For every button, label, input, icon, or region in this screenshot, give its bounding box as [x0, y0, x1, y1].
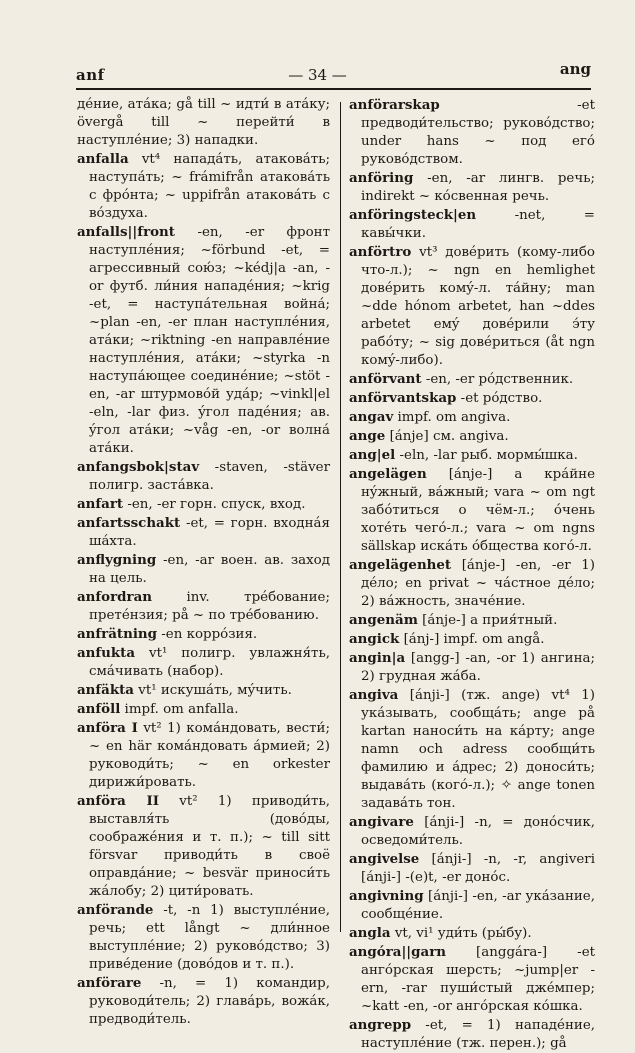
headword: anfalla	[77, 151, 129, 167]
headword: angav	[349, 409, 394, 425]
dictionary-entry	[349, 611, 595, 630]
headword: angick	[349, 631, 400, 647]
headword: anfrätning	[77, 626, 158, 642]
headword: anfukta	[77, 645, 136, 661]
dictionary-entry	[77, 495, 330, 514]
dictionary-entry	[349, 243, 595, 370]
headword: angiva	[349, 687, 399, 703]
guide-word-right: ang	[559, 60, 591, 78]
dictionary-entry	[349, 850, 595, 887]
dictionary-entry	[349, 465, 595, 556]
headword: anföring	[349, 170, 414, 186]
entry-text: -en, -er рóдственник.	[425, 372, 574, 387]
entry-text: impf. om angiva.	[397, 410, 511, 425]
dictionary-entry	[77, 625, 330, 644]
entry-text: -net, = кавы́чки.	[361, 208, 595, 241]
entry-text: [ánji-] (тж. ange) vt⁴ 1) укáзывать, сообщáть; ange på kartan наноси́ть на кáрту; ange namn och adress сообщи́ть фамилию и áдрес; 2) доноси́ть; выдавáть (когó-л.); ✧ ange tonen задавáть тон.	[361, 688, 595, 811]
entry-text: [ánji-] -n, = донóсчик, осведоми́тель.	[361, 815, 595, 848]
entry-text: inv. трéбование; претéнзия; på ~ по трéбованию.	[89, 590, 330, 623]
dictionary-entry	[77, 719, 330, 792]
right-column	[349, 96, 595, 1053]
entry-text: [ánje-] a крáйне нýжный, вáжный; vara ~ om ngt забóтиться о чём-л.; óчень хотéть чегó-л.; vara ~ om ngns sällskap искáть óбщества когó-л.	[361, 467, 595, 554]
entry-text: [angg-] -an, -or 1) ангина; 2) грудная жáба.	[361, 651, 595, 684]
dictionary-entry	[349, 887, 595, 924]
entry-text: impf. om anfalla.	[124, 702, 239, 717]
dictionary-entry	[349, 169, 595, 206]
headword: anfart	[77, 496, 124, 512]
entry-text: дéние, атáка; gå till ~ идти́ в атáку; övergå till ~ перейти́ в наступлéние; 3) нападки.	[77, 97, 330, 148]
headword: ang|el	[349, 447, 396, 463]
headword: anföra II	[77, 793, 160, 809]
entry-text: -staven, -stäver полигр. застáвка.	[89, 460, 330, 493]
entry-text: -t, -n 1) выступлéние, речь; ett långt ~ дли́нное выступлéние; 2) руковóдство; 3) привéдение (довóдов и т. п.).	[89, 903, 330, 972]
dictionary-entry	[349, 408, 595, 427]
entry-text: -en коррóзия.	[161, 627, 258, 642]
entry-text: [ánje-] a прия́тный.	[422, 613, 558, 628]
headword: angivare	[349, 814, 414, 830]
dictionary-entry	[349, 370, 595, 389]
dictionary-entry	[349, 924, 595, 943]
headword: anfäkta	[77, 682, 134, 698]
header-rule	[76, 88, 591, 90]
entry-text: -eln, -lar рыб. мормы́шка.	[399, 448, 578, 463]
entry-text: -en, -ar лингв. речь; indirekt ~ кóсвенная речь.	[361, 171, 596, 204]
entry-text: -et предводи́тельство; руковóдство; under hans ~ под егó руковóдством.	[361, 98, 595, 167]
entry-text: [ánji-] -n, -r, angiveri [ánji-] -(e)t, -er донóс.	[361, 852, 595, 885]
dictionary-entry	[349, 206, 595, 243]
headword: anföringsteck|en	[349, 207, 477, 223]
entry-text: vt¹ искушáть, мýчить.	[138, 683, 292, 698]
headword: anförare	[77, 975, 142, 991]
entry-text: vt² 1) приводи́ть, выставля́ть (довóды, соображéния и т. п.); ~ till sitt försvar приводи́ть в своё оправдáние; ~ besvär приноси́ть жáлобу; 2) цити́ровать.	[89, 794, 331, 899]
left-column	[77, 96, 330, 1029]
dictionary-entry	[77, 514, 330, 551]
headword: angelägenhet	[349, 557, 452, 573]
dictionary-entry	[349, 96, 595, 169]
headword: anförarskap	[349, 97, 440, 113]
dictionary-entry	[77, 901, 330, 974]
entry-text: [anggára-] -et ангóрская шерсть; ~jump|er -ern, -rar пуши́стый джéмпер; ~katt -en, -or ангóрская кóшка.	[361, 945, 595, 1014]
entry-text: vt⁴ нападáть, атаковáть; наступáть; ~ frámifrån атаковáть с фрóнта; ~ uppifrån атаковáть с вóздуха.	[89, 152, 330, 221]
headword: anförvant	[349, 371, 422, 387]
dictionary-entry	[349, 389, 595, 408]
page-number: — 34 —	[288, 66, 347, 84]
dictionary-entry	[77, 644, 330, 681]
headword: ange	[349, 428, 386, 444]
entry-text: -en, -er фронт наступлéния; ~förbund -et, = агрессивный сою́з; ~kédj|a -an, -or футб. ли́ния нападéния; ~krig -et, = наступáтельная войнá; ~plan -en, -er план наступлéния, атáки; ~riktning -en направлéние наступлéния, атáки; ~styrka -n наступáющее соединéние; ~stöt -en, -ar штурмовóй удáр; ~vinkl|el -eln, -lar физ. ýгол падéния; ав. ýгол атáки; ~våg -en, -or волнá атáки.	[89, 225, 330, 456]
dictionary-entry	[77, 792, 330, 901]
entry-text: -n, = 1) командир, руководи́тель; 2) главáрь, вожáк, предводи́тель.	[89, 976, 330, 1027]
entry-text: [ánje] см. angiva.	[389, 429, 509, 444]
headword: anflygning	[77, 552, 157, 568]
dictionary-entry	[77, 223, 330, 458]
dictionary-entry	[77, 551, 330, 588]
headword: angivning	[349, 888, 424, 904]
headword: anförtro	[349, 244, 412, 260]
entry-text: [ánje-] -en, -er 1) дéло; en privat ~ чáстное дéло; 2) вáжность, значéние.	[361, 558, 595, 609]
entry-text: vt, vi¹ уди́ть (ры́бу).	[394, 926, 532, 941]
dictionary-entry	[349, 649, 595, 686]
entry-text: vt³ довéрить (кому-либо что-л.); ~ ngn en hemlighet довéрить комý-л. тáйну; man ~dde hónom arbetet, han ~ddes arbetet емý довéрили э́ту рабóту; ~ sig довéриться (åt ngn комý-либо).	[361, 245, 595, 368]
column-divider	[340, 102, 341, 932]
headword: anfordran	[77, 589, 152, 605]
dictionary-entry	[349, 1016, 595, 1053]
dictionary-entry	[349, 446, 595, 465]
headword: anföll	[77, 701, 121, 717]
headword: anföra I	[77, 720, 138, 736]
dictionary-entry	[349, 427, 595, 446]
headword: anfalls||front	[77, 224, 175, 240]
entry-text: [ánji-] -en, -ar укáзание, сообщéние.	[361, 889, 595, 922]
entry-text: [ánj-] impf. om angå.	[403, 632, 545, 647]
headword: angóra||garn	[349, 944, 447, 960]
headword: angrepp	[349, 1017, 412, 1033]
entry-text: -en, -er горн. спуск, вход.	[127, 497, 306, 512]
entry-text: vt² 1) комáндовать, вести́; ~ en här комáндовать áрмией; 2) руководи́ть; ~ en orkester дирижи́ровать.	[89, 721, 330, 790]
dictionary-entry	[77, 588, 330, 625]
dictionary-entry	[349, 686, 595, 813]
dictionary-entry	[349, 813, 595, 850]
entry-text: -et рóдство.	[460, 391, 543, 406]
headword: anförande	[77, 902, 154, 918]
guide-word-left: anf	[76, 66, 105, 84]
headword: angelägen	[349, 466, 427, 482]
dictionary-entry	[77, 681, 330, 700]
headword: angivelse	[349, 851, 420, 867]
headword: angin|a	[349, 650, 406, 666]
dictionary-entry	[77, 458, 330, 495]
headword: anförvantskap	[349, 390, 457, 406]
entry-text: -et, = 1) нападéние, наступлéние (тж. перен.); gå	[361, 1018, 595, 1051]
headword: anfangsbok|stav	[77, 459, 200, 475]
entry-text: -en, -ar воен. ав. заход на цель.	[89, 553, 330, 586]
dictionary-entry	[77, 974, 330, 1029]
entry-text: vt¹ полигр. увлажня́ть, смáчивать (набор).	[89, 646, 330, 679]
dictionary-entry	[349, 943, 595, 1016]
dictionary-entry	[77, 150, 330, 223]
dictionary-entry	[349, 556, 595, 611]
headword: angla	[349, 925, 391, 941]
entry-text: -et, = горн. входнáя шáхта.	[89, 516, 330, 549]
dictionary-entry	[349, 630, 595, 649]
headword: anfartsschakt	[77, 515, 181, 531]
dictionary-entry	[77, 700, 330, 719]
headword: angenäm	[349, 612, 418, 628]
